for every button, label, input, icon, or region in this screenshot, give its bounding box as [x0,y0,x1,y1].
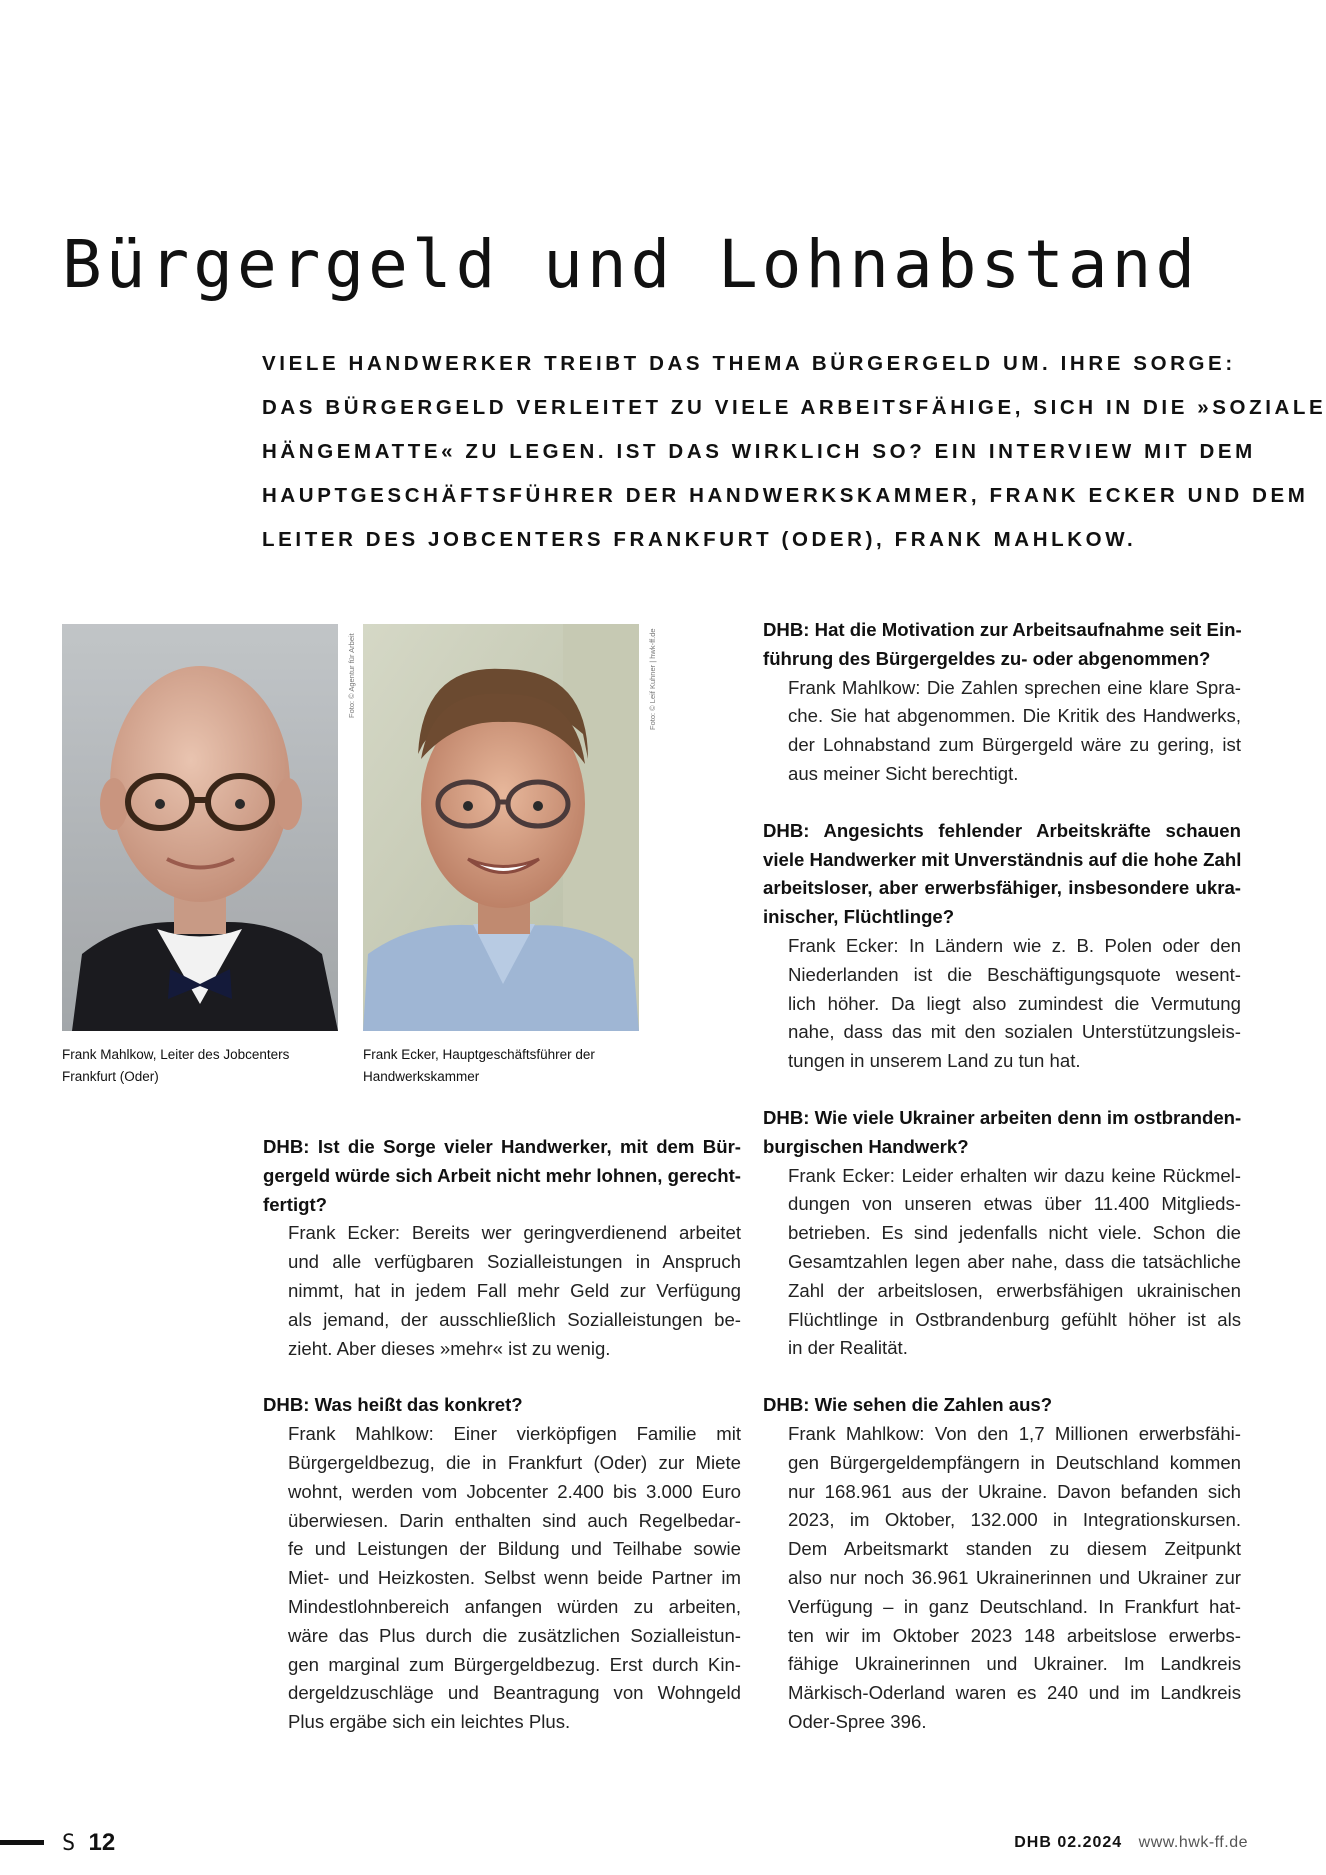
interview-answer: Frank Mahlkow: Von den 1,7 Millionen erwerbsfähi- gen Bürgergeldempfängern in Deutschland kommen nur 168.961 aus der Ukraine. Davon befanden sich 2023, im Oktober, 132.000 in Integrationskursen. Dem Arbeitsmarkt standen zu diesem Zeitpunkt also nur noch 36.961 Ukrainerinnen und Ukrainer zur Verfügung – in ganz Deutschland. In Frankfurt hat- ten wir im Oktober 2023 148 arbeitslose erwerbs- fähige Ukrainerinnen und Ukrainer. Im Landkreis Märkisch-Oderland waren es 240 und im Landkreis Oder-Spree 396. [788,1422,1241,1732]
interview-block [763,817,1241,1076]
magazine-issue: DHB 02.2024 [1014,1834,1123,1851]
portrait-illustration-mahlkow [62,624,338,1031]
interview-block [763,1391,1241,1737]
photo-caption-ecker: Frank Ecker, Hauptgeschäftsführer der Handwerkskammer [363,1047,595,1084]
interview-block [263,1391,741,1737]
photo-credit: Foto: © Agentur für Arbeit [347,633,356,718]
interview-answer: Frank Ecker: Bereits wer geringverdienend arbeitet und alle verfügbaren Sozialleistungen in Anspruch nimmt, hat in jedem Fall mehr Geld zur Verfügung als jemand, der ausschließlich Sozialleistungen be- zieht. Aber dieses »mehr« ist zu wenig. [288,1222,741,1359]
interview-question: DHB: Wie sehen die Zahlen aus? [763,1394,1053,1416]
article-title: Bürgergeld und Lohnabstand [62,226,1200,303]
photo-caption-mahlkow: Frank Mahlkow, Leiter des Jobcenters Frankfurt (Oder) [62,1047,290,1084]
interview-question: DHB: Was heißt das konkret? [263,1394,523,1416]
photo-frank-ecker [363,624,639,1031]
footer-url[interactable]: www.hwk-ff.de [1138,1834,1248,1851]
lead-line: HAUPTGESCHÄFTSFÜHRER DER HANDWERKSKAMMER, FRANK ECKER UND DEM [262,484,1309,507]
photo-credit: Foto: © Leif Kuhner | hwk-ff.de [648,628,657,730]
article-lead [262,342,1326,562]
footer-rule [0,1840,44,1845]
interview-block [263,1133,741,1363]
interview-question: DHB: Wie viele Ukrainer arbeiten denn im ostbranden- burgischen Handwerk? [763,1106,1242,1157]
interview-answer: Frank Mahlkow: Einer vierköpfigen Familie mit Bürgergeldbezug, die in Frankfurt (Oder) zur Miete wohnt, werden vom Jobcenter 2.400 bis 3.000 Euro überwiesen. Darin enthalten sind auch Regelbedar- fe und Leistungen der Bildung und Teilhabe sowie Miet- und Heizkosten. Selbst wenn beide Partner im Mindestlohnbereich anfangen würden zu arbeiten, wäre das Plus durch die zusätzlichen Sozialleistun- gen marginal zum Bürgergeldbezug. Erst durch Kin- dergeldzuschläge und Beantragung von Wohngeld Plus ergäbe sich ein leichtes Plus. [288,1423,741,1733]
interview-column-right [763,616,1241,1765]
portrait-illustration-ecker [363,624,639,1031]
footer-issue [1014,1834,1248,1852]
interview-question: DHB: Ist die Sorge vieler Handwerker, mit dem Bür- gergeld würde sich Arbeit nicht mehr lohnen, gerecht- fertigt? [263,1136,741,1215]
interview-column-left [263,1133,741,1765]
interview-answer: Frank Ecker: Leider erhalten wir dazu keine Rückmel- dungen von unseren etwas über 11.400 Mitglieds- betrieben. Es sind jedenfalls nicht viele. Schon die Gesamtzahlen legen aber nahe, dass die tatsächliche Zahl der arbeitslosen, erwerbsfähigen ukrainischen Flüchtlinge in Ostbrandenburg gefühlt höher ist als in der Realität. [788,1164,1241,1359]
photo-frank-mahlkow [62,624,338,1031]
lead-line: VIELE HANDWERKER TREIBT DAS THEMA BÜRGERGELD UM. IHRE SORGE: [262,352,1236,375]
interview-question: DHB: Hat die Motivation zur Arbeitsaufnahme seit Ein- führung des Bürgergeldes zu- oder abgenommen? [763,619,1242,669]
interview-answer: Frank Ecker: In Ländern wie z. B. Polen oder den Niederlanden ist die Beschäftigungsquote wesent- lich höher. Da liegt also zumindest die Vermutung nahe, dass das mit den sozialen Unterstützungsleis- tungen in unserem Land zu tun hat. [788,934,1241,1072]
lead-line: LEITER DES JOBCENTERS FRANKFURT (ODER), FRANK MAHLKOW. [262,528,1137,551]
lead-line: HÄNGEMATTE« ZU LEGEN. IST DAS WIRKLICH SO? EIN INTERVIEW MIT DEM [262,440,1256,463]
interview-answer: Frank Mahlkow: Die Zahlen sprechen eine klare Spra- che. Sie hat abgenommen. Die Kritik des Handwerks, der Lohnabstand zum Bürgergeld wäre zu gering, ist aus meiner Sicht berechtigt. [788,676,1241,784]
interview-block [763,1104,1241,1363]
interview-question: DHB: Angesichts fehlender Arbeitskräfte schauen viele Handwerker mit Unverständnis auf die hohe Zahl arbeitsloser, aber erwerbsfähiger, insbesondere ukra- inischer, Flüchtlinge? [763,819,1242,928]
interview-block [763,616,1241,789]
lead-line: DAS BÜRGERGELD VERLEITET ZU VIELE ARBEITSFÄHIGE, SICH IN DIE »SOZIALE [262,396,1326,419]
page-number: S 12 [62,1829,116,1856]
